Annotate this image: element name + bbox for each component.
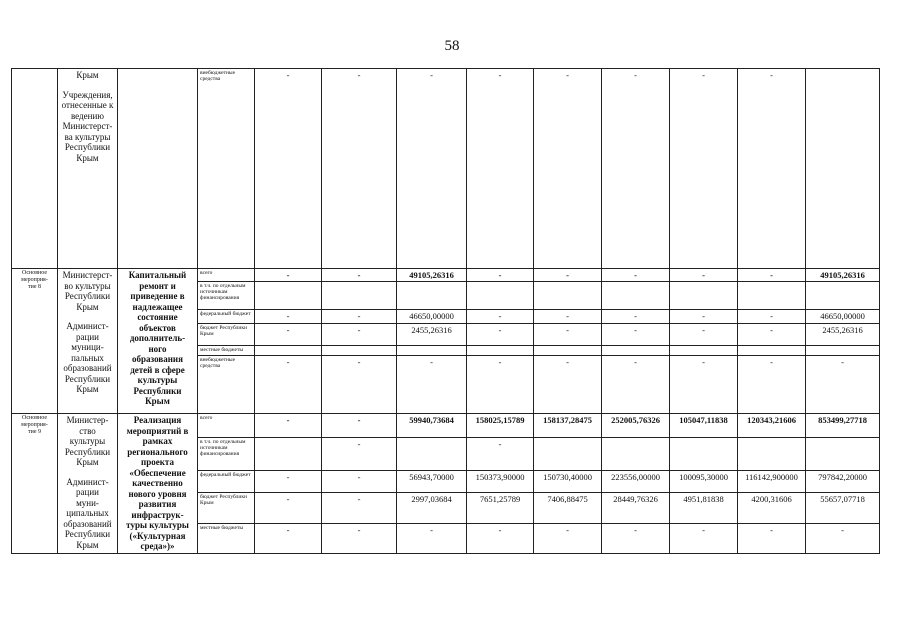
text-line: муници- (71, 342, 104, 352)
amount-cell: - (322, 324, 397, 346)
text-line: туры культуры (126, 520, 189, 530)
text-line: ва культуры (64, 131, 111, 142)
amount-cell: - (738, 356, 806, 414)
amount-cell: - (467, 310, 534, 324)
text-line: объектов (139, 322, 176, 333)
amount-cell (602, 346, 670, 356)
amount-cell: - (670, 310, 738, 324)
measure-code-cell (12, 69, 58, 269)
text-line: детей в сфере (130, 364, 185, 375)
amount-cell: - (467, 269, 534, 282)
amount-cell: - (467, 324, 534, 346)
measure-name-cell (118, 69, 198, 269)
amount-cell (602, 282, 670, 310)
text-line: тие 9 (28, 429, 41, 435)
text-line: Админист- (66, 321, 109, 331)
amount-cell (255, 438, 322, 470)
amount-cell (467, 346, 534, 356)
amount-cell: - (467, 524, 534, 553)
amount-cell: - (322, 438, 397, 470)
text-line: Республики (64, 373, 111, 384)
amount-cell: - (738, 324, 806, 346)
amount-cell: - (738, 269, 806, 282)
amount-cell: - (670, 356, 738, 414)
amount-cell: 853499,27718 (806, 414, 880, 438)
amount-cell: - (255, 414, 322, 438)
text-line: Крым (76, 457, 99, 467)
amount-cell (397, 438, 467, 470)
amount-cell: 150730,40000 (534, 470, 602, 492)
text-line: Республики (64, 142, 111, 152)
amount-cell (397, 282, 467, 310)
amount-cell: 46650,00000 (806, 310, 880, 324)
amount-cell: 158025,15789 (467, 414, 534, 438)
budget-table (11, 68, 880, 554)
text-line: Крым (76, 301, 99, 312)
text-line: рации (76, 331, 99, 342)
amount-cell: 100095,30000 (670, 470, 738, 492)
funding-source-cell: в т.ч. по отдельным источникам финансирования (198, 282, 255, 310)
executor-cell (58, 69, 118, 269)
funding-source-cell: внебюджетные средства (198, 356, 255, 414)
text-line: ципальных (66, 508, 109, 518)
text-line: мероприя- (21, 422, 48, 428)
amount-cell: - (322, 69, 397, 269)
amount-cell (806, 346, 880, 356)
amount-cell (534, 346, 602, 356)
text-line: рации (76, 487, 99, 497)
amount-cell (738, 282, 806, 310)
text-line: развития (138, 499, 177, 509)
text-line: Республики (133, 385, 182, 396)
amount-cell: - (534, 356, 602, 414)
funding-source-cell: всего (198, 269, 255, 282)
text-line: культуры (137, 375, 178, 385)
amount-cell: - (322, 310, 397, 324)
amount-cell (322, 282, 397, 310)
text-line: приведение в (130, 291, 185, 301)
amount-cell: 56943,70000 (397, 470, 467, 492)
amount-cell: - (602, 324, 670, 346)
amount-cell (255, 346, 322, 356)
text-line: пальных (71, 352, 104, 363)
amount-cell: 49105,26316 (806, 269, 880, 282)
funding-source-cell: в т.ч. по отдельным источникам финансирования (198, 438, 255, 470)
text-line: Министерст- (62, 270, 113, 280)
amount-cell: - (534, 524, 602, 553)
page-number: 58 (444, 38, 460, 54)
funding-source-cell: местные бюджеты (198, 524, 255, 553)
text-line: Министерст- (62, 121, 113, 131)
text-line: рамках (142, 436, 173, 446)
amount-cell (322, 346, 397, 356)
text-line: дополнитель- (129, 333, 186, 343)
amount-cell (534, 438, 602, 470)
amount-cell (738, 438, 806, 470)
amount-cell (255, 282, 322, 310)
text-line: Учреждения, (62, 89, 113, 100)
amount-cell: - (534, 324, 602, 346)
text-line: муни- (76, 497, 99, 508)
text-line: отнесенные к (61, 100, 114, 110)
amount-cell: 223556,00000 (602, 470, 670, 492)
text-line: Республики (64, 446, 111, 457)
amount-cell: 797842,20000 (806, 470, 880, 492)
amount-cell: - (255, 269, 322, 282)
amount-cell: - (467, 438, 534, 470)
amount-cell: 2455,26316 (806, 324, 880, 346)
table-body (12, 69, 880, 554)
amount-cell: - (322, 269, 397, 282)
amount-cell: 150373,90000 (467, 470, 534, 492)
amount-cell: - (602, 524, 670, 553)
amount-cell (806, 438, 880, 470)
funding-source-cell: внебюджетные средства (198, 69, 255, 269)
amount-cell: - (322, 492, 397, 523)
measure-name-cell (118, 414, 198, 554)
amount-cell: - (670, 324, 738, 346)
amount-cell: 55657,07718 (806, 492, 880, 523)
text-line: Реализация (133, 415, 182, 425)
amount-cell: - (397, 69, 467, 269)
amount-cell: - (255, 324, 322, 346)
funding-source-cell: федеральный бюджет (198, 470, 255, 492)
amount-cell: - (467, 356, 534, 414)
executor-cell (58, 269, 118, 414)
amount-cell: 59940,73684 (397, 414, 467, 438)
amount-cell: - (255, 356, 322, 414)
text-line: мероприятий в (126, 425, 189, 436)
text-line: ство (79, 425, 96, 436)
amount-cell: 4200,31606 (738, 492, 806, 523)
amount-cell: - (397, 524, 467, 553)
amount-cell: 2455,26316 (397, 324, 467, 346)
text-line: Крым (145, 396, 170, 406)
text-line: нового уровня (128, 488, 187, 499)
text-line: «Обеспечение (129, 467, 186, 478)
text-line: Крым (76, 539, 99, 550)
measure-name-cell (118, 269, 198, 414)
amount-cell (397, 346, 467, 356)
text-line: Админист- (66, 476, 109, 487)
amount-cell: 49105,26316 (397, 269, 467, 282)
text-line: регионального (127, 446, 188, 457)
text-line: тие 8 (28, 284, 41, 290)
amount-cell: - (670, 69, 738, 269)
amount-cell: 158137,28475 (534, 414, 602, 438)
amount-cell: - (670, 524, 738, 553)
amount-cell: 252005,76326 (602, 414, 670, 438)
amount-cell: - (602, 269, 670, 282)
text-line: образований (63, 518, 112, 529)
amount-cell (806, 69, 880, 269)
amount-cell: - (806, 356, 880, 414)
amount-cell: 46650,00000 (397, 310, 467, 324)
text-line: образований (63, 363, 112, 373)
executor-cell (58, 414, 118, 554)
amount-cell: - (738, 69, 806, 269)
amount-cell: 4951,81838 (670, 492, 738, 523)
text-line: Основное (22, 270, 47, 276)
amount-cell (806, 282, 880, 310)
amount-cell: 7651,25789 (467, 492, 534, 523)
amount-cell: - (255, 492, 322, 523)
amount-cell: - (602, 356, 670, 414)
measure-code-cell (12, 269, 58, 414)
text-line: Основное (22, 415, 47, 421)
amount-cell: - (255, 470, 322, 492)
text-line: Республики (64, 529, 111, 539)
text-line: («Культурная (129, 530, 186, 541)
line-gap (60, 468, 115, 477)
amount-cell (670, 282, 738, 310)
amount-cell: - (255, 524, 322, 553)
amount-cell: 120343,21606 (738, 414, 806, 438)
amount-cell: 7406,88475 (534, 492, 602, 523)
amount-cell (670, 346, 738, 356)
amount-cell: - (738, 524, 806, 553)
amount-cell (670, 438, 738, 470)
text-line: ремонт и (139, 280, 176, 291)
amount-cell: - (534, 69, 602, 269)
amount-cell: 2997,03684 (397, 492, 467, 523)
amount-cell (738, 346, 806, 356)
funding-source-cell: бюджет Республики Крым (198, 324, 255, 346)
text-line: Капитальный (128, 270, 187, 280)
amount-cell: - (602, 310, 670, 324)
text-line: ведению (70, 110, 104, 121)
table-row (12, 269, 880, 282)
line-gap (60, 312, 115, 321)
text-line: Министер- (66, 415, 109, 425)
amount-cell: - (255, 69, 322, 269)
amount-cell (534, 282, 602, 310)
text-line: образования (132, 354, 183, 364)
line-gap (60, 81, 115, 90)
funding-source-cell: федеральный бюджет (198, 310, 255, 324)
amount-cell: - (806, 524, 880, 553)
text-line: Крым (76, 384, 99, 394)
funding-source-cell: бюджет Республики Крым (198, 492, 255, 523)
text-line: среда»)» (140, 541, 175, 551)
text-line: Республики (64, 291, 111, 301)
amount-cell: 116142,900000 (738, 470, 806, 492)
text-line: инфраструк- (131, 509, 184, 520)
funding-source-cell: местные бюджеты (198, 346, 255, 356)
text-line: во культуры (64, 280, 111, 291)
text-line: Крым (76, 70, 99, 80)
text-line: качественно (132, 478, 183, 488)
text-line: надлежащее (132, 301, 183, 312)
amount-cell: 28449,76326 (602, 492, 670, 523)
amount-cell: - (738, 310, 806, 324)
amount-cell: - (534, 269, 602, 282)
amount-cell: - (670, 269, 738, 282)
text-line: Крым (76, 152, 99, 163)
amount-cell: - (397, 356, 467, 414)
text-line: состояние (137, 312, 178, 322)
amount-cell: - (255, 310, 322, 324)
amount-cell (602, 438, 670, 470)
text-line: мероприя- (21, 277, 48, 283)
text-line: проекта (141, 457, 174, 467)
amount-cell: - (322, 470, 397, 492)
amount-cell: - (534, 310, 602, 324)
table-row (12, 69, 880, 269)
measure-code-cell (12, 414, 58, 554)
funding-source-cell: всего (198, 414, 255, 438)
amount-cell (467, 282, 534, 310)
text-line: культуры (69, 436, 106, 446)
amount-cell: 105047,11838 (670, 414, 738, 438)
amount-cell: - (602, 69, 670, 269)
amount-cell: - (467, 69, 534, 269)
amount-cell: - (322, 524, 397, 553)
amount-cell: - (322, 356, 397, 414)
text-line: ного (148, 343, 167, 354)
table-row (12, 414, 880, 438)
amount-cell: - (322, 414, 397, 438)
